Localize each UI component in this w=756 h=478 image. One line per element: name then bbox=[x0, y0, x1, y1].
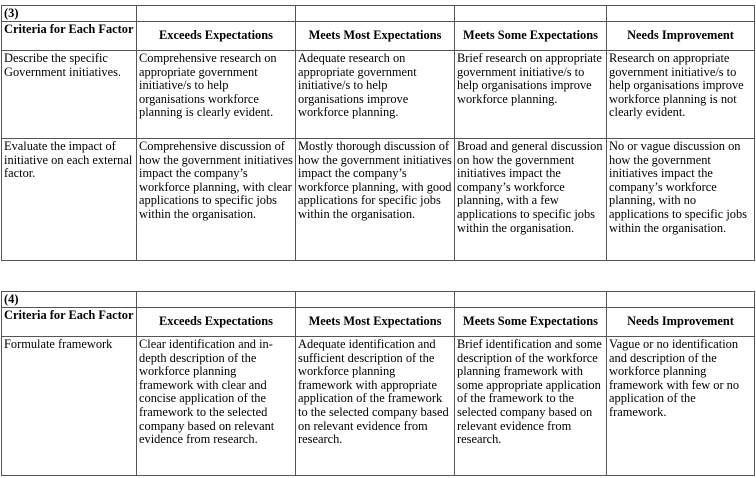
empty-cell bbox=[296, 6, 455, 22]
exceeds-cell: Clear identification and in- depth description of the workforce planning framework with clear and concise application of the framework to the selected company based on relevant evidence from research. bbox=[137, 337, 296, 476]
empty-cell bbox=[137, 292, 296, 308]
empty-cell bbox=[455, 292, 607, 308]
header-meets-most: Meets Most Expectations bbox=[296, 22, 455, 51]
section-number: (4) bbox=[2, 292, 137, 308]
meets-some-cell: Broad and general discussion on how the government initiatives impact the company’s workforce planning, with a few applications to specific jobs within the organisation. bbox=[455, 139, 607, 261]
meets-most-cell: Mostly thorough discussion of how the government initiatives impact the company’s workforce planning, with good applications for specific jobs within the organisation. bbox=[296, 139, 455, 261]
table-row bbox=[2, 337, 755, 476]
table-row bbox=[2, 139, 755, 261]
empty-cell bbox=[455, 6, 607, 22]
empty-cell bbox=[607, 292, 755, 308]
needs-improvement-cell: No or vague discussion on how the government initiatives impact the company’s workforce planning, with no applications to specific jobs within the organisation. bbox=[607, 139, 755, 261]
meets-most-cell: Adequate research on appropriate government initiative/s to help organisations improve workforce planning. bbox=[296, 51, 455, 139]
needs-improvement-cell: Vague or no identification and description of the workforce planning framework with few or no application of the framework. bbox=[607, 337, 755, 476]
header-needs-improvement: Needs Improvement bbox=[607, 22, 755, 51]
table-row bbox=[2, 51, 755, 139]
criteria-cell: Evaluate the impact of initiative on each external factor. bbox=[2, 139, 137, 261]
rubric-table-section-3 bbox=[1, 5, 755, 261]
empty-cell bbox=[137, 6, 296, 22]
header-criteria: Criteria for Each Factor bbox=[2, 22, 137, 51]
header-exceeds: Exceeds Expectations bbox=[137, 22, 296, 51]
meets-some-cell: Brief identification and some description of the workforce planning framework with some appropriate application of the framework to the selected company based on relevant evidence from research. bbox=[455, 337, 607, 476]
criteria-cell: Describe the specific Government initiatives. bbox=[2, 51, 137, 139]
header-row bbox=[2, 308, 755, 337]
header-meets-some: Meets Some Expectations bbox=[455, 22, 607, 51]
header-meets-some: Meets Some Expectations bbox=[455, 308, 607, 337]
exceeds-cell: Comprehensive research on appropriate government initiative/s to help organisations workforce planning is clearly evident. bbox=[137, 51, 296, 139]
rubric-table-section-4 bbox=[1, 291, 755, 476]
empty-cell bbox=[296, 292, 455, 308]
empty-cell bbox=[607, 6, 755, 22]
section-number: (3) bbox=[2, 6, 137, 22]
header-meets-most: Meets Most Expectations bbox=[296, 308, 455, 337]
header-exceeds: Exceeds Expectations bbox=[137, 308, 296, 337]
criteria-cell: Formulate framework bbox=[2, 337, 137, 476]
header-criteria: Criteria for Each Factor bbox=[2, 308, 137, 337]
meets-most-cell: Adequate identification and sufficient description of the workforce planning framework with appropriate application of the framework to the selected company based on relevant evidence from research. bbox=[296, 337, 455, 476]
header-row bbox=[2, 22, 755, 51]
header-needs-improvement: Needs Improvement bbox=[607, 308, 755, 337]
exceeds-cell: Comprehensive discussion of how the government initiatives impact the company’s workforce planning, with clear applications to specific jobs within the organisation. bbox=[137, 139, 296, 261]
meets-some-cell: Brief research on appropriate government initiative/s to help organisations improve workforce planning. bbox=[455, 51, 607, 139]
needs-improvement-cell: Research on appropriate government initiative/s to help organisations improve workforce planning is not clearly evident. bbox=[607, 51, 755, 139]
